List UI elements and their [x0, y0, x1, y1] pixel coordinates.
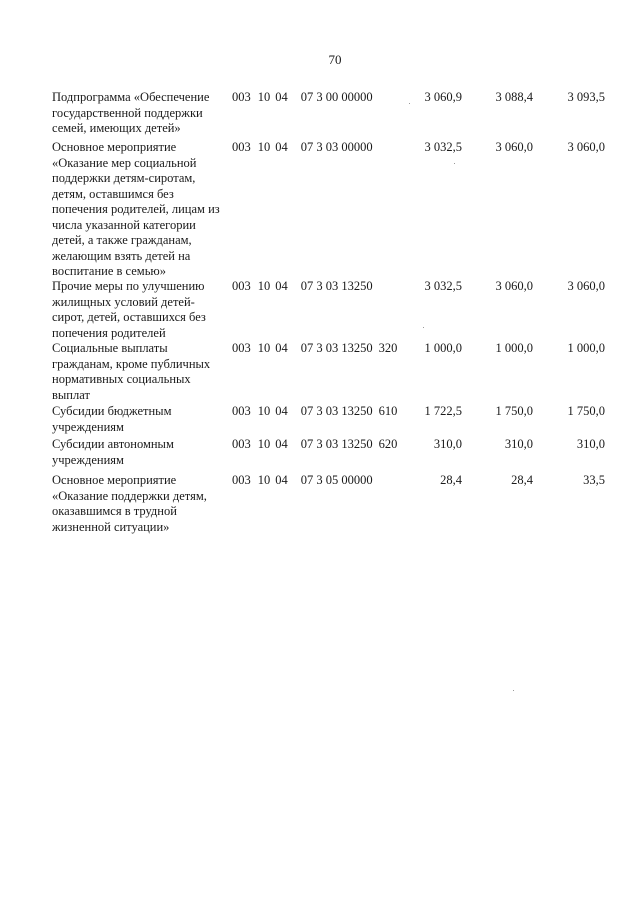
row-name	[52, 341, 232, 403]
amount-2021: 1 000,0	[567, 341, 605, 355]
amount-2020: 3 060,0	[495, 279, 533, 293]
section-code: 10	[257, 279, 271, 293]
subsection-code: 04	[275, 437, 288, 451]
amount-2021: 3 060,0	[567, 140, 605, 154]
expense-code: 620	[378, 437, 398, 451]
row-name-line: Социальные выплаты	[52, 341, 168, 355]
expense-code: 610	[378, 404, 398, 418]
row-name-line: Субсидии бюджетным	[52, 404, 172, 418]
row-name	[52, 279, 232, 341]
row-name-line: Основное мероприятие	[52, 140, 177, 154]
subsection-code: 04	[275, 473, 288, 487]
target-code: 07 3 03 13250	[300, 437, 373, 451]
row-name-line: выплат	[52, 387, 90, 402]
amount-2019: 1 000,0	[424, 341, 462, 355]
row-name	[52, 473, 232, 535]
admin-code: 003	[232, 341, 251, 355]
section-code: 10	[257, 90, 271, 104]
row-name-line: попечения родителей	[52, 325, 166, 340]
row-name	[52, 437, 232, 468]
row-name-line: жизненной ситуации»	[52, 519, 170, 534]
target-code: 07 3 03 13250	[300, 404, 373, 418]
row-name-line: «Оказание поддержки детям,	[52, 488, 207, 503]
row-code	[232, 140, 386, 156]
row-name-line: оказавшимся в трудной	[52, 504, 177, 518]
subsection-code: 04	[275, 279, 288, 293]
scan-speck	[423, 327, 424, 328]
row-name-line: попечения родителей, лицам из	[52, 202, 220, 216]
subsection-code: 04	[275, 404, 288, 418]
subsection-code: 04	[275, 140, 288, 154]
section-code: 10	[257, 140, 271, 154]
row-name-line: жилищных условий детей-	[52, 294, 195, 309]
row-code	[232, 404, 404, 420]
page-number: 70	[328, 52, 342, 67]
row-name-line: гражданам, кроме публичных	[52, 356, 211, 371]
row-name	[52, 140, 232, 280]
scan-speck	[513, 690, 514, 691]
section-code: 10	[257, 341, 271, 355]
row-name-line: желающим взять детей на	[52, 248, 191, 263]
subsection-code: 04	[275, 90, 288, 104]
amount-2019: 1 722,5	[424, 404, 462, 418]
row-code	[232, 437, 404, 453]
row-name-line: учреждениям	[52, 452, 124, 467]
row-name-line: числа указанной категории	[52, 217, 196, 232]
scan-speck	[454, 163, 455, 164]
amount-2020: 1 000,0	[495, 341, 533, 355]
amount-2019: 28,4	[440, 473, 462, 487]
subsection-code: 04	[275, 341, 288, 355]
admin-code: 003	[232, 404, 251, 418]
row-name-line: Подпрограмма «Обеспечение	[52, 90, 210, 104]
amount-2019: 3 032,5	[424, 279, 462, 293]
target-code: 07 3 00 00000	[300, 90, 373, 104]
target-code: 07 3 03 00000	[300, 140, 373, 154]
admin-code: 003	[232, 473, 251, 487]
row-code	[232, 90, 386, 106]
amount-2021: 3 093,5	[567, 90, 605, 104]
admin-code: 003	[232, 90, 251, 104]
row-code	[232, 279, 386, 295]
row-name-line: Основное мероприятие	[52, 473, 177, 487]
amount-2019: 3 032,5	[424, 140, 462, 154]
row-code	[232, 473, 386, 489]
amount-2021: 310,0	[576, 437, 605, 451]
row-name-line: детей, а также гражданам,	[52, 233, 192, 247]
row-code	[232, 341, 404, 357]
section-code: 10	[257, 473, 271, 487]
amount-2020: 3 060,0	[495, 140, 533, 154]
row-name	[52, 404, 232, 435]
expense-code: 320	[378, 341, 398, 355]
row-name-line: поддержки детям-сиротам,	[52, 171, 196, 185]
amount-2021: 3 060,0	[567, 279, 605, 293]
admin-code: 003	[232, 279, 251, 293]
row-name-line: Прочие меры по улучшению	[52, 279, 205, 293]
row-name-line: воспитание в семью»	[52, 264, 166, 278]
row-name-line: нормативных социальных	[52, 372, 191, 386]
row-name	[52, 90, 232, 137]
amount-2019: 310,0	[433, 437, 462, 451]
row-name-line: семей, имеющих детей»	[52, 121, 181, 135]
amount-2019: 3 060,9	[424, 90, 462, 104]
amount-2020: 28,4	[511, 473, 533, 487]
row-name-line: сирот, детей, оставшихся без	[52, 310, 206, 324]
target-code: 07 3 03 13250	[300, 341, 373, 355]
amount-2021: 33,5	[583, 473, 605, 487]
target-code: 07 3 05 00000	[300, 473, 373, 487]
admin-code: 003	[232, 140, 251, 154]
row-name-line: государственной поддержки	[52, 105, 203, 120]
amount-2021: 1 750,0	[567, 404, 605, 418]
target-code: 07 3 03 13250	[300, 279, 373, 293]
scan-speck	[409, 103, 410, 104]
section-code: 10	[257, 437, 271, 451]
admin-code: 003	[232, 437, 251, 451]
amount-2020: 1 750,0	[495, 404, 533, 418]
section-code: 10	[257, 404, 271, 418]
row-name-line: Субсидии автономным	[52, 437, 174, 451]
row-name-line: «Оказание мер социальной	[52, 155, 197, 170]
amount-2020: 310,0	[504, 437, 533, 451]
amount-2020: 3 088,4	[495, 90, 533, 104]
row-name-line: учреждениям	[52, 419, 124, 434]
row-name-line: детям, оставшимся без	[52, 186, 174, 201]
